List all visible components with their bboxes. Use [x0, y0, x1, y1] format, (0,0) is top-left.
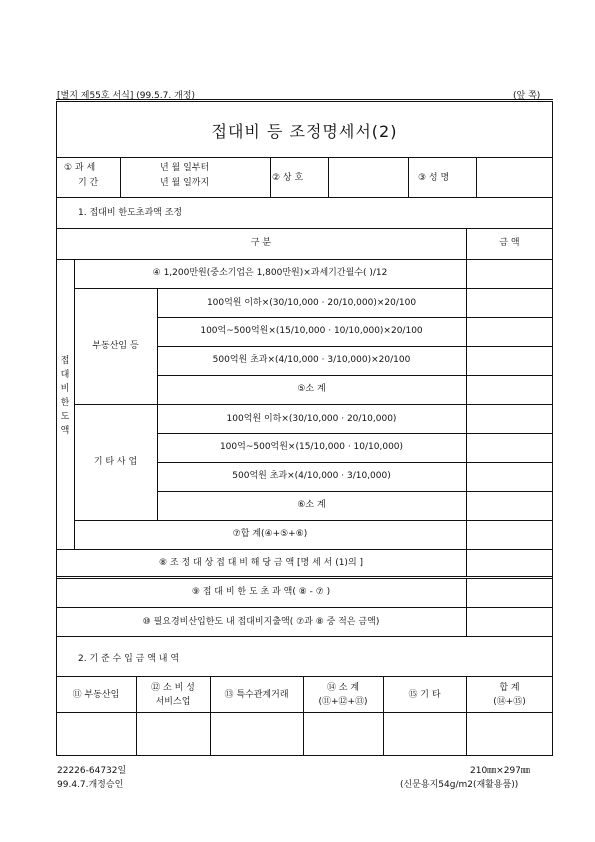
- realestate-row: 100억~500억원×(15/10,000 · 10/10,000)×20/100: [200, 326, 423, 336]
- divider: [56, 578, 553, 579]
- form-title: 접대비 등 조정명세서(2): [211, 122, 398, 141]
- limit-vertical-label-char: 한: [60, 398, 70, 408]
- divider: [56, 712, 553, 713]
- limit-vertical-label-char: 도: [60, 412, 70, 422]
- divider: [157, 317, 553, 318]
- realestate-row: 100억원 이하×(30/10,000 · 20/10,000)×20/100: [206, 298, 417, 308]
- period-label-2: 기 간: [78, 178, 99, 188]
- col14-header: ⑭ 소 계: [326, 683, 360, 693]
- form-number: [별지 제55호 서식] (99.5.7. 개정): [57, 91, 195, 101]
- realestate-row: 500억원 초과×(4/10,000 · 3/10,000)×20/100: [212, 355, 411, 365]
- row10-label: ⑩ 필요경비산입한도 내 접대비지출액( ⑦과 ⑧ 중 적은 금액): [142, 617, 380, 627]
- col15-header: ⑮ 기 타: [408, 690, 441, 700]
- other-business-label: 기 타 사 업: [93, 457, 138, 467]
- name-label: ③ 성 명: [418, 173, 450, 183]
- footer-paper-size: 210㎜×297㎜: [470, 766, 530, 776]
- divider: [157, 346, 553, 347]
- divider: [74, 520, 553, 521]
- col-category-header: 구 분: [250, 238, 272, 248]
- period-label: ① 과 세: [64, 163, 96, 173]
- other-row: 500억원 초과×(4/10,000 · 3/10,000): [232, 471, 391, 481]
- col11-header: ⑪ 부동산임: [72, 690, 120, 700]
- divider: [56, 549, 553, 550]
- divider: [476, 157, 477, 197]
- subtotal6-label: ⑥소 계: [297, 500, 326, 510]
- period-from-field[interactable]: 년 월 일부터: [160, 163, 210, 173]
- col16-header: 합 계: [499, 683, 520, 693]
- footer-doc-code: 22226-64732일: [57, 766, 127, 776]
- divider: [56, 607, 553, 608]
- divider: [383, 676, 384, 756]
- row4-label: ④ 1,200만원(중소기업은 1,800만원)×과세기간월수( )/12: [152, 268, 388, 278]
- divider: [466, 607, 467, 636]
- divider: [157, 375, 553, 376]
- subtotal5-label: ⑤소 계: [297, 384, 326, 394]
- col12-header-2: 서비스업: [155, 697, 191, 707]
- col14-header-2: (⑪+⑫+⑬): [318, 697, 368, 707]
- divider: [120, 157, 121, 197]
- section2-heading: 2. 기 준 수 입 금 액 내 역: [78, 654, 180, 664]
- divider: [408, 157, 409, 197]
- limit-vertical-label-char: 접: [60, 356, 70, 366]
- row9-label: ⑨ 접 대 비 한 도 초 과 액( ⑧ - ⑦ ): [191, 587, 331, 597]
- divider: [210, 676, 211, 756]
- divider: [157, 491, 553, 492]
- footer-approval: 99.4.7.개정승인: [57, 780, 124, 790]
- divider: [56, 636, 553, 637]
- col13-header: ⑬ 특수관계거래: [224, 690, 289, 700]
- page-side-label: (앞 쪽): [513, 91, 541, 101]
- other-row: 100억~500억원×(15/10,000 · 10/10,000): [219, 442, 404, 452]
- row8-label: ⑧ 조 정 대 상 접 대 비 해 당 금 액 [명 세 서 (1)의 ]: [158, 558, 364, 568]
- realestate-label: 부동산임 등: [92, 341, 139, 351]
- divider: [466, 578, 467, 607]
- divider: [466, 228, 467, 576]
- divider: [157, 433, 553, 434]
- divider: [56, 259, 553, 260]
- divider: [74, 288, 553, 289]
- divider: [56, 676, 553, 677]
- divider: [157, 462, 553, 463]
- footer-paper-spec: (신문용지54g/m2(재활용품)): [400, 780, 519, 790]
- divider: [56, 157, 553, 158]
- limit-vertical-label-char: 대: [60, 370, 70, 380]
- header-rule: [56, 99, 553, 100]
- company-label: ② 상 호: [272, 173, 304, 183]
- col12-header: ⑫ 소 비 성: [151, 683, 195, 693]
- section1-heading: 1. 접대비 한도초과액 조정: [78, 208, 183, 218]
- limit-vertical-label-char: 비: [60, 384, 70, 394]
- col-amount-header: 금 액: [499, 238, 520, 248]
- divider: [56, 576, 553, 577]
- divider: [270, 157, 271, 197]
- period-to-field[interactable]: 년 월 일까지: [160, 178, 210, 188]
- other-row: 100억원 이하×(30/10,000 · 20/10,000): [226, 414, 397, 424]
- divider: [328, 157, 329, 197]
- col16-header-2: (⑭+⑮): [493, 697, 526, 707]
- divider: [56, 228, 553, 229]
- limit-vertical-label-char: 액: [60, 426, 70, 436]
- divider: [74, 404, 553, 405]
- total7-label: ⑦합 계(④+⑤+⑥): [232, 529, 308, 539]
- divider: [56, 197, 553, 198]
